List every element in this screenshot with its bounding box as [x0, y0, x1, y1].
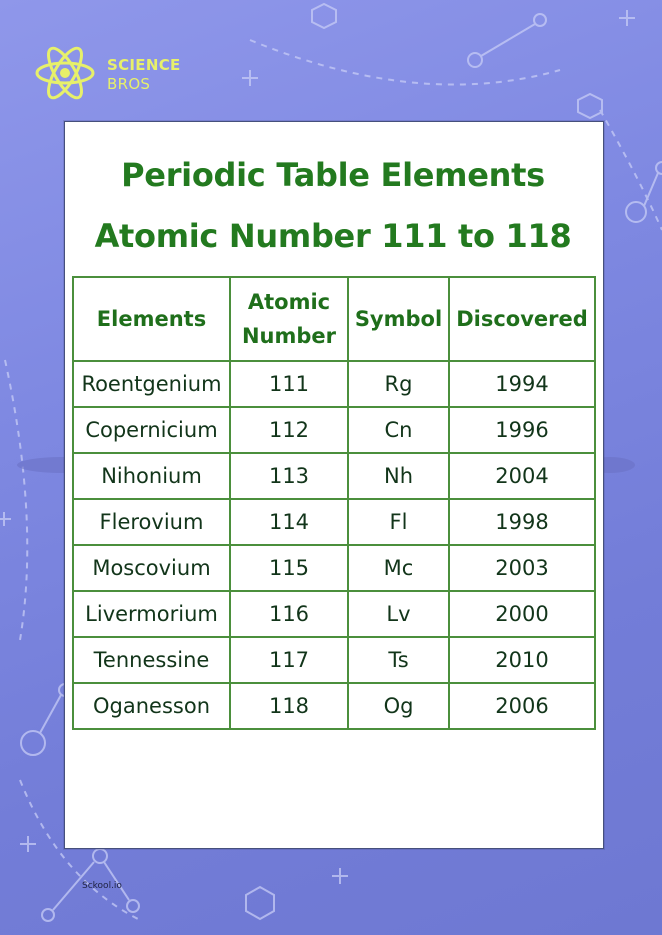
element-name: Moscovium — [73, 545, 230, 591]
atomic-number: 113 — [230, 453, 348, 499]
discovery-year: 1996 — [449, 407, 595, 453]
element-name: Oganesson — [73, 683, 230, 729]
element-name: Roentgenium — [73, 361, 230, 407]
table-row — [73, 591, 595, 637]
table-row — [73, 499, 595, 545]
element-name: Tennessine — [73, 637, 230, 683]
atomic-number: 114 — [230, 499, 348, 545]
atomic-number: 117 — [230, 637, 348, 683]
elements-table — [72, 276, 596, 730]
page-title-line1: Periodic Table Elements — [121, 156, 545, 194]
header-discovered: Discovered — [449, 277, 595, 361]
element-symbol: Cn — [348, 407, 449, 453]
element-name: Livermorium — [73, 591, 230, 637]
brand-logo — [34, 42, 194, 108]
atomic-number: 116 — [230, 591, 348, 637]
element-symbol: Rg — [348, 361, 449, 407]
atomic-number: 111 — [230, 361, 348, 407]
brand-name — [107, 56, 181, 94]
discovery-year: 1994 — [449, 361, 595, 407]
brand-line1: SCIENCE — [107, 56, 181, 74]
element-symbol: Fl — [348, 499, 449, 545]
atomic-number: 112 — [230, 407, 348, 453]
footer-credit: Sckool.io — [82, 881, 122, 891]
table-row — [73, 361, 595, 407]
element-symbol: Nh — [348, 453, 449, 499]
table-row — [73, 637, 595, 683]
element-symbol: Ts — [348, 637, 449, 683]
discovery-year: 2006 — [449, 683, 595, 729]
table-header-row — [73, 277, 595, 361]
brand-line2: BROS — [107, 75, 151, 93]
header-symbol: Symbol — [348, 277, 449, 361]
element-name: Nihonium — [73, 453, 230, 499]
discovery-year: 1998 — [449, 499, 595, 545]
element-symbol: Og — [348, 683, 449, 729]
table-row — [73, 407, 595, 453]
table-row — [73, 545, 595, 591]
discovery-year: 2003 — [449, 545, 595, 591]
element-symbol: Mc — [348, 545, 449, 591]
element-symbol: Lv — [348, 591, 449, 637]
page-title-line2: Atomic Number 111 to 118 — [94, 217, 572, 255]
discovery-year: 2010 — [449, 637, 595, 683]
discovery-year: 2004 — [449, 453, 595, 499]
discovery-year: 2000 — [449, 591, 595, 637]
atomic-number: 118 — [230, 683, 348, 729]
element-name: Copernicium — [73, 407, 230, 453]
header-atomic-number: Atomic Number — [230, 277, 348, 361]
element-name: Flerovium — [73, 499, 230, 545]
header-elements: Elements — [73, 277, 230, 361]
atom-icon — [34, 42, 96, 104]
table-row — [73, 453, 595, 499]
table-row — [73, 683, 595, 729]
atomic-number: 115 — [230, 545, 348, 591]
